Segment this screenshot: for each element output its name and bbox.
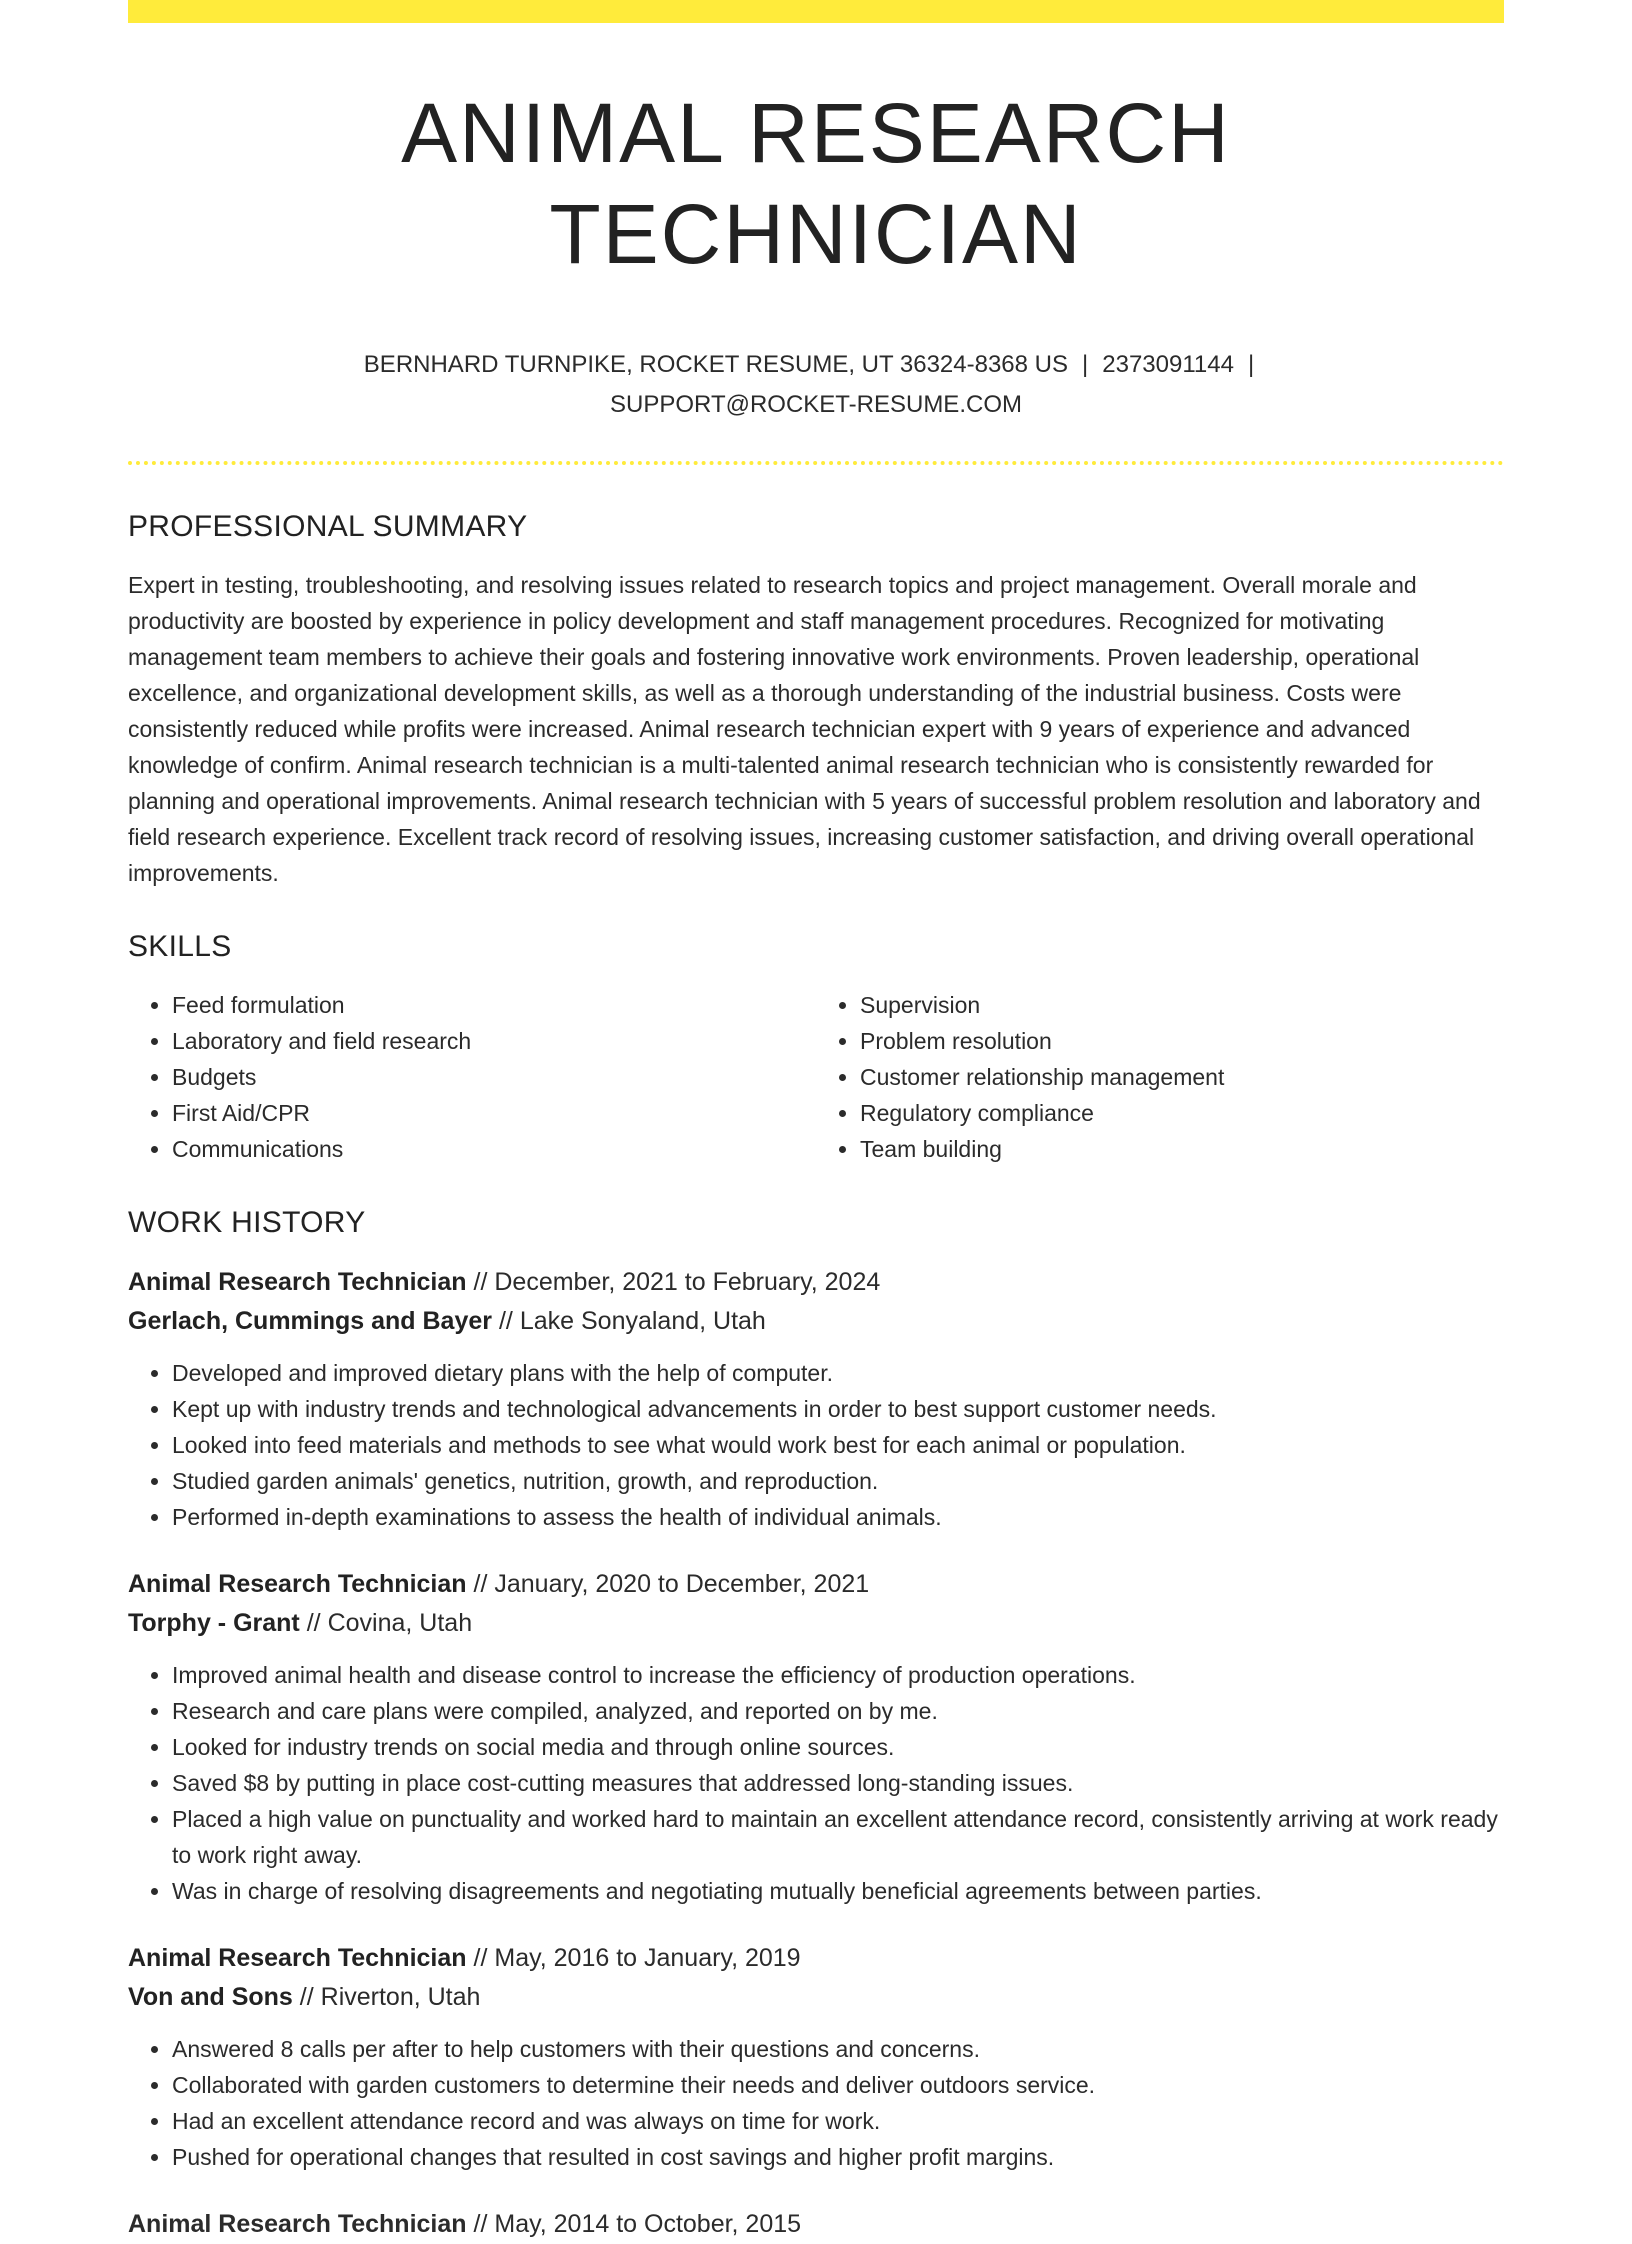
job-divider: // xyxy=(473,1943,488,1972)
dotted-divider xyxy=(128,461,1504,465)
job-bullet: • Collaborated with garden customers to determine their needs and deliver outdoors service. xyxy=(172,2067,1504,2103)
skills-column-right xyxy=(816,987,1504,1167)
skills-list xyxy=(128,987,1504,1167)
job-entry xyxy=(128,1565,1504,1909)
job-title-line xyxy=(128,1565,1504,1604)
skills-heading: SKILLS xyxy=(128,929,232,963)
job-bullet: • Studied garden animals' genetics, nutrition, growth, and reproduction. xyxy=(172,1463,1504,1499)
job-company: Gerlach, Cummings and Bayer xyxy=(128,1306,493,1335)
contact-separator: | xyxy=(1247,350,1255,378)
job-divider: // xyxy=(306,1608,321,1637)
job-bullet: • Answered 8 calls per after to help customers with their questions and concerns. xyxy=(172,2031,1504,2067)
top-accent-bar xyxy=(128,0,1504,23)
job-title: Animal Research Technician xyxy=(128,2209,467,2238)
job-divider: // xyxy=(473,1267,488,1296)
job-entry xyxy=(128,1939,1504,2175)
job-bullet: • Kept up with industry trends and technological advancements in order to best support customer needs. xyxy=(172,1391,1504,1427)
job-title-line-partial xyxy=(128,2205,1504,2244)
skill-item: • Supervision xyxy=(860,987,1504,1023)
skill-item: • Problem resolution xyxy=(860,1023,1504,1059)
job-entry xyxy=(128,1263,1504,1535)
job-location: Covina, Utah xyxy=(327,1608,473,1637)
job-bullet: • Developed and improved dietary plans with the help of computer. xyxy=(172,1355,1504,1391)
job-bullet: • Was in charge of resolving disagreements and negotiating mutually beneficial agreements between parties. xyxy=(172,1873,1504,1909)
job-divider: // xyxy=(299,1982,314,2011)
job-title: Animal Research Technician xyxy=(128,1569,467,1598)
contact-phone: 2373091144 xyxy=(1102,350,1234,378)
contact-separator: | xyxy=(1082,350,1089,378)
skill-item: • Customer relationship management xyxy=(860,1059,1504,1095)
job-bullet: • Looked for industry trends on social media and through online sources. xyxy=(172,1729,1504,1765)
job-bullet: • Had an excellent attendance record and was always on time for work. xyxy=(172,2103,1504,2139)
job-dates: December, 2021 to February, 2024 xyxy=(494,1267,881,1296)
job-bullets xyxy=(128,1657,1504,1909)
job-bullet: • Pushed for operational changes that resulted in cost savings and higher profit margins. xyxy=(172,2139,1504,2175)
skill-item: • First Aid/CPR xyxy=(172,1095,816,1131)
skill-item: • Team building xyxy=(860,1131,1504,1167)
job-title: Animal Research Technician xyxy=(128,1267,467,1296)
job-dates: May, 2016 to January, 2019 xyxy=(494,1943,801,1972)
job-location: Riverton, Utah xyxy=(320,1982,481,2011)
job-company: Torphy - Grant xyxy=(128,1608,300,1637)
job-divider: // xyxy=(498,1306,513,1335)
job-company-line xyxy=(128,1978,1504,2017)
job-dates: May, 2014 to October, 2015 xyxy=(494,2209,802,2238)
job-company: Von and Sons xyxy=(128,1982,293,2011)
skills-column-left xyxy=(128,987,816,1167)
job-bullet: • Performed in-depth examinations to assess the health of individual animals. xyxy=(172,1499,1504,1535)
job-location: Lake Sonyaland, Utah xyxy=(519,1306,766,1335)
job-bullet: • Placed a high value on punctuality and worked hard to maintain an excellent attendance record, consistently arriving at work ready to work right away. xyxy=(172,1801,1504,1873)
job-bullet: • Improved animal health and disease control to increase the efficiency of production operations. xyxy=(172,1657,1504,1693)
skill-item: • Feed formulation xyxy=(172,987,816,1023)
job-bullet: • Looked into feed materials and methods to see what would work best for each animal or population. xyxy=(172,1427,1504,1463)
summary-heading: PROFESSIONAL SUMMARY xyxy=(128,509,528,543)
job-title-line xyxy=(128,1939,1504,1978)
job-company-line xyxy=(128,1302,1504,1341)
job-title-line xyxy=(128,1263,1504,1302)
job-bullets xyxy=(128,2031,1504,2175)
page-title: ANIMAL RESEARCH TECHNICIAN xyxy=(401,86,1231,281)
work-history-heading: WORK HISTORY xyxy=(128,1205,366,1239)
job-divider: // xyxy=(473,1569,488,1598)
job-title: Animal Research Technician xyxy=(128,1943,467,1972)
job-bullet: • Saved $8 by putting in place cost-cutting measures that addressed long-standing issues. xyxy=(172,1765,1504,1801)
job-company-line xyxy=(128,1604,1504,1643)
contact-email: SUPPORT@ROCKET-RESUME.COM xyxy=(610,390,1022,418)
skill-item: • Laboratory and field research xyxy=(172,1023,816,1059)
contact-address: BERNHARD TURNPIKE, ROCKET RESUME, UT 36324-8368 US xyxy=(363,350,1069,378)
skill-item: • Regulatory compliance xyxy=(860,1095,1504,1131)
summary-text: Expert in testing, troubleshooting, and resolving issues related to research topics and project management. Overall morale and productivity are boosted by experience in policy development and staff management procedures. Recognized for motivating management team members to achieve their goals and fostering innovative work environments. Proven leadership, operational excellence, and organizational development skills, as well as a thorough understanding of the industrial business. Costs were consistently reduced while profits were increased. Animal research technician expert with 9 years of experience and advanced knowledge of confirm. Animal research technician is a multi-talented animal research technician who is consistently rewarded for planning and operational improvements. Animal research technician with 5 years of successful problem resolution and laboratory and field research experience. Excellent track record of resolving issues, increasing customer satisfaction, and driving overall operational improvements. xyxy=(128,571,1481,886)
job-divider: // xyxy=(473,2209,488,2238)
resume-page xyxy=(128,0,1504,2244)
contact-info xyxy=(128,345,1504,425)
job-bullets xyxy=(128,1355,1504,1535)
job-bullet: • Research and care plans were compiled, analyzed, and reported on by me. xyxy=(172,1693,1504,1729)
skill-item: • Budgets xyxy=(172,1059,816,1095)
skill-item: • Communications xyxy=(172,1131,816,1167)
job-dates: January, 2020 to December, 2021 xyxy=(494,1569,870,1598)
